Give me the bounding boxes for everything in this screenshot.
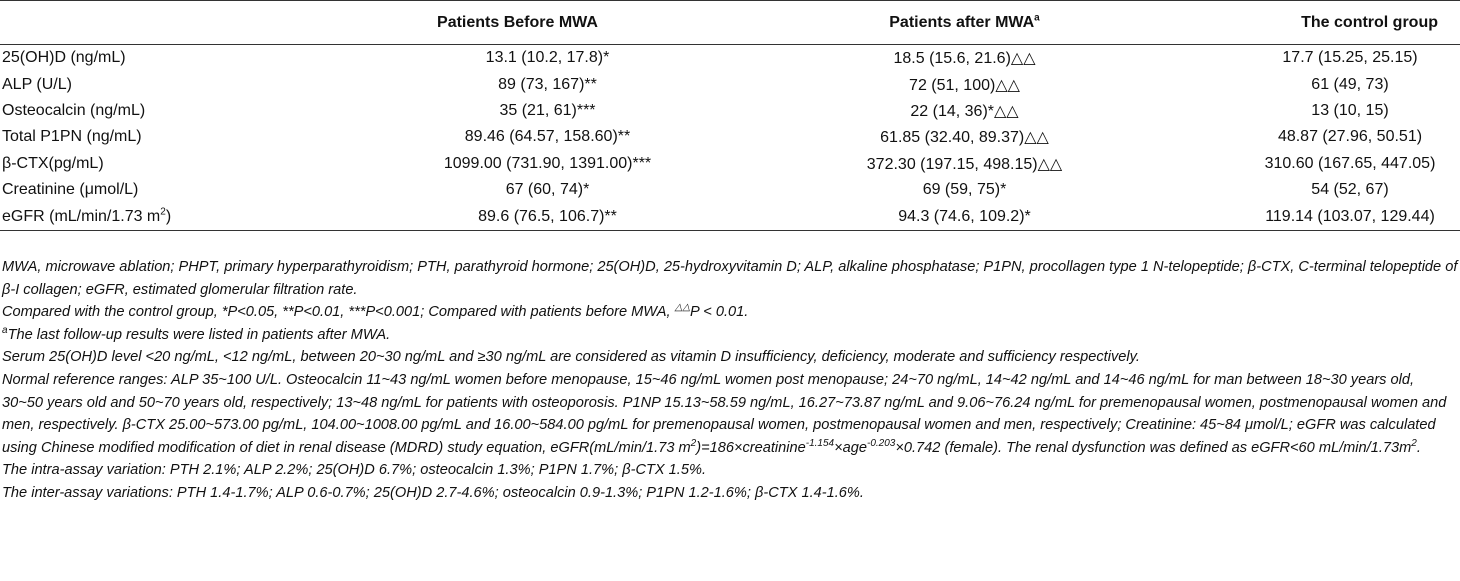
cell-before: 89.46 (64.57, 158.60)** — [464, 128, 631, 146]
header-after: Patients after MWA$^a$ — [739, 1, 1190, 45]
note-intra-assay: The intra-assay variation: PTH 2.1%; ALP 2.2%; 25(OH)D 6.7%; osteocalcin 1.3%; P1PN 1.7%; β-CTX 1.5%. — [2, 462, 706, 479]
cell-after: 372.30 (197.15, 498.15)△△ — [866, 155, 1063, 173]
note-serum-levels: Serum 25(OH)D level <20 ng/mL, <12 ng/mL, between 20~30 ng/mL and ≥30 ng/mL are considered as vitamin D insufficiency, deficiency, moderate and sufficiency respectively. — [2, 349, 1140, 366]
row-label: eGFR (mL/min/1.73 $m^2$) — [0, 203, 296, 230]
header-control: The control group — [1190, 1, 1460, 45]
header-blank — [0, 1, 296, 45]
row-label: β-CTX(pg/mL) — [2, 154, 104, 172]
row-label: 25(OH)D (ng/mL) — [2, 49, 126, 67]
cell-control: 13 (10, 15) — [1311, 101, 1389, 119]
header-row — [0, 1, 1460, 45]
cell-before: 89.6 (76.5, 106.7)** — [296, 203, 739, 230]
note-abbreviations: MWA, microwave ablation; PHPT, primary hyperparathyroidism; PTH, parathyroid hormone; 25(OH)D, 25-hydroxyvitamin D; ALP, alkaline phosphatase; P1PN, procollagen type 1 N-telopeptide; β-CTX, C-terminal telopeptide of β-I collagen; eGFR, estimated glomerular filtration rate. — [2, 259, 1458, 298]
row-label: ALP (U/L) — [2, 75, 72, 93]
row-label: Total P1PN (ng/mL) — [2, 128, 142, 146]
table-footnotes — [0, 256, 1458, 505]
note-inter-assay: The inter-assay variations: PTH 1.4-1.7%; ALP 0.6-0.7%; 25(OH)D 2.7-4.6%; osteocalcin 0.9-1.3%; P1PN 1.2-1.6%; β-CTX 1.4-1.6%. — [2, 484, 864, 501]
cell-before: 89 (73, 167)** — [498, 75, 597, 93]
table-row — [0, 98, 1460, 124]
note-reference-ranges: Normal reference ranges: ALP 35~100 U/L. Osteocalcin 11~43 ng/mL women before menopause, 15~46 ng/mL women post menopause; 24~70 ng/mL, 14~42 ng/mL and 14~46 ng/mL for man between 18~30 years old, 30~50 years old and 50~70 years old, respectively; 13~48 ng/mL for patients with osteoporosis. P1NP 15.13~58.59 ng/mL, 16.27~73.87 ng/mL and 9.06~76.24 ng/mL for premenopausal women, postmenopausal women and men, respectively. β-CTX 25.00~573.00 pg/mL, 104.00~1008.00 pg/mL and 16.00~584.00 pg/mL for premenopausal women, postmenopausal women and men, respectively; Creatinine: 45~84 μmol/L; eGFR was calculated using Chinese modified modification of diet in renal disease (MDRD) study equation, eGFR(mL/min/1.73 $m^2)=186\times creatinine^{-1.154}\times age^{-0.203}\times 0.742$ (female). The renal dysfunction was defined as eGFR<60 $mL/\min/1.73m^2$. — [2, 371, 1447, 456]
cell-before: 35 (21, 61)*** — [499, 101, 596, 119]
table-row — [0, 203, 1460, 230]
table-row — [0, 45, 1460, 72]
table-row — [0, 151, 1460, 177]
cell-control: 48.87 (27.96, 50.51) — [1277, 128, 1423, 146]
cell-before: 67 (60, 74)* — [505, 181, 590, 199]
cell-after: 18.5 (15.6, 21.6)△△ — [893, 50, 1036, 68]
cell-before: 1099.00 (731.90, 1391.00)*** — [443, 154, 652, 172]
cell-after: 22 (14, 36)*△△ — [910, 102, 1019, 120]
cell-control: 61 (49, 73) — [1311, 75, 1389, 93]
cell-after: 69 (59, 75)* — [922, 181, 1007, 199]
note-footnote-a: $^a$The last follow-up results were listed in patients after MWA. — [2, 324, 391, 343]
table-row — [0, 124, 1460, 150]
row-label: Osteocalcin (ng/mL) — [2, 101, 146, 119]
cell-control: 54 (52, 67) — [1311, 181, 1389, 199]
table-row — [0, 71, 1460, 97]
results-table — [0, 0, 1460, 231]
cell-after: 72 (51, 100)△△ — [909, 76, 1020, 94]
header-after-footnote-mark: a — [1034, 12, 1040, 24]
note-comparison: Compared with the control group, *P<0.05, **P<0.01, ***P<0.001; Compared with patients before MWA, △△P < 0.01. — [2, 302, 749, 321]
table-row — [0, 177, 1460, 203]
row-label: Creatinine (μmol/L) — [2, 181, 139, 199]
cell-after: 61.85 (32.40, 89.37)△△ — [880, 129, 1049, 147]
cell-control: 119.14 (103.07, 129.44) — [1190, 203, 1460, 230]
cell-control: 17.7 (15.25, 25.15) — [1282, 49, 1418, 67]
cell-before: 13.1 (10.2, 17.8)* — [485, 49, 610, 67]
cell-after: 94.3 (74.6, 109.2)* — [739, 203, 1190, 230]
cell-control: 310.60 (167.65, 447.05) — [1264, 154, 1436, 172]
header-before: Patients Before MWA — [296, 1, 739, 45]
